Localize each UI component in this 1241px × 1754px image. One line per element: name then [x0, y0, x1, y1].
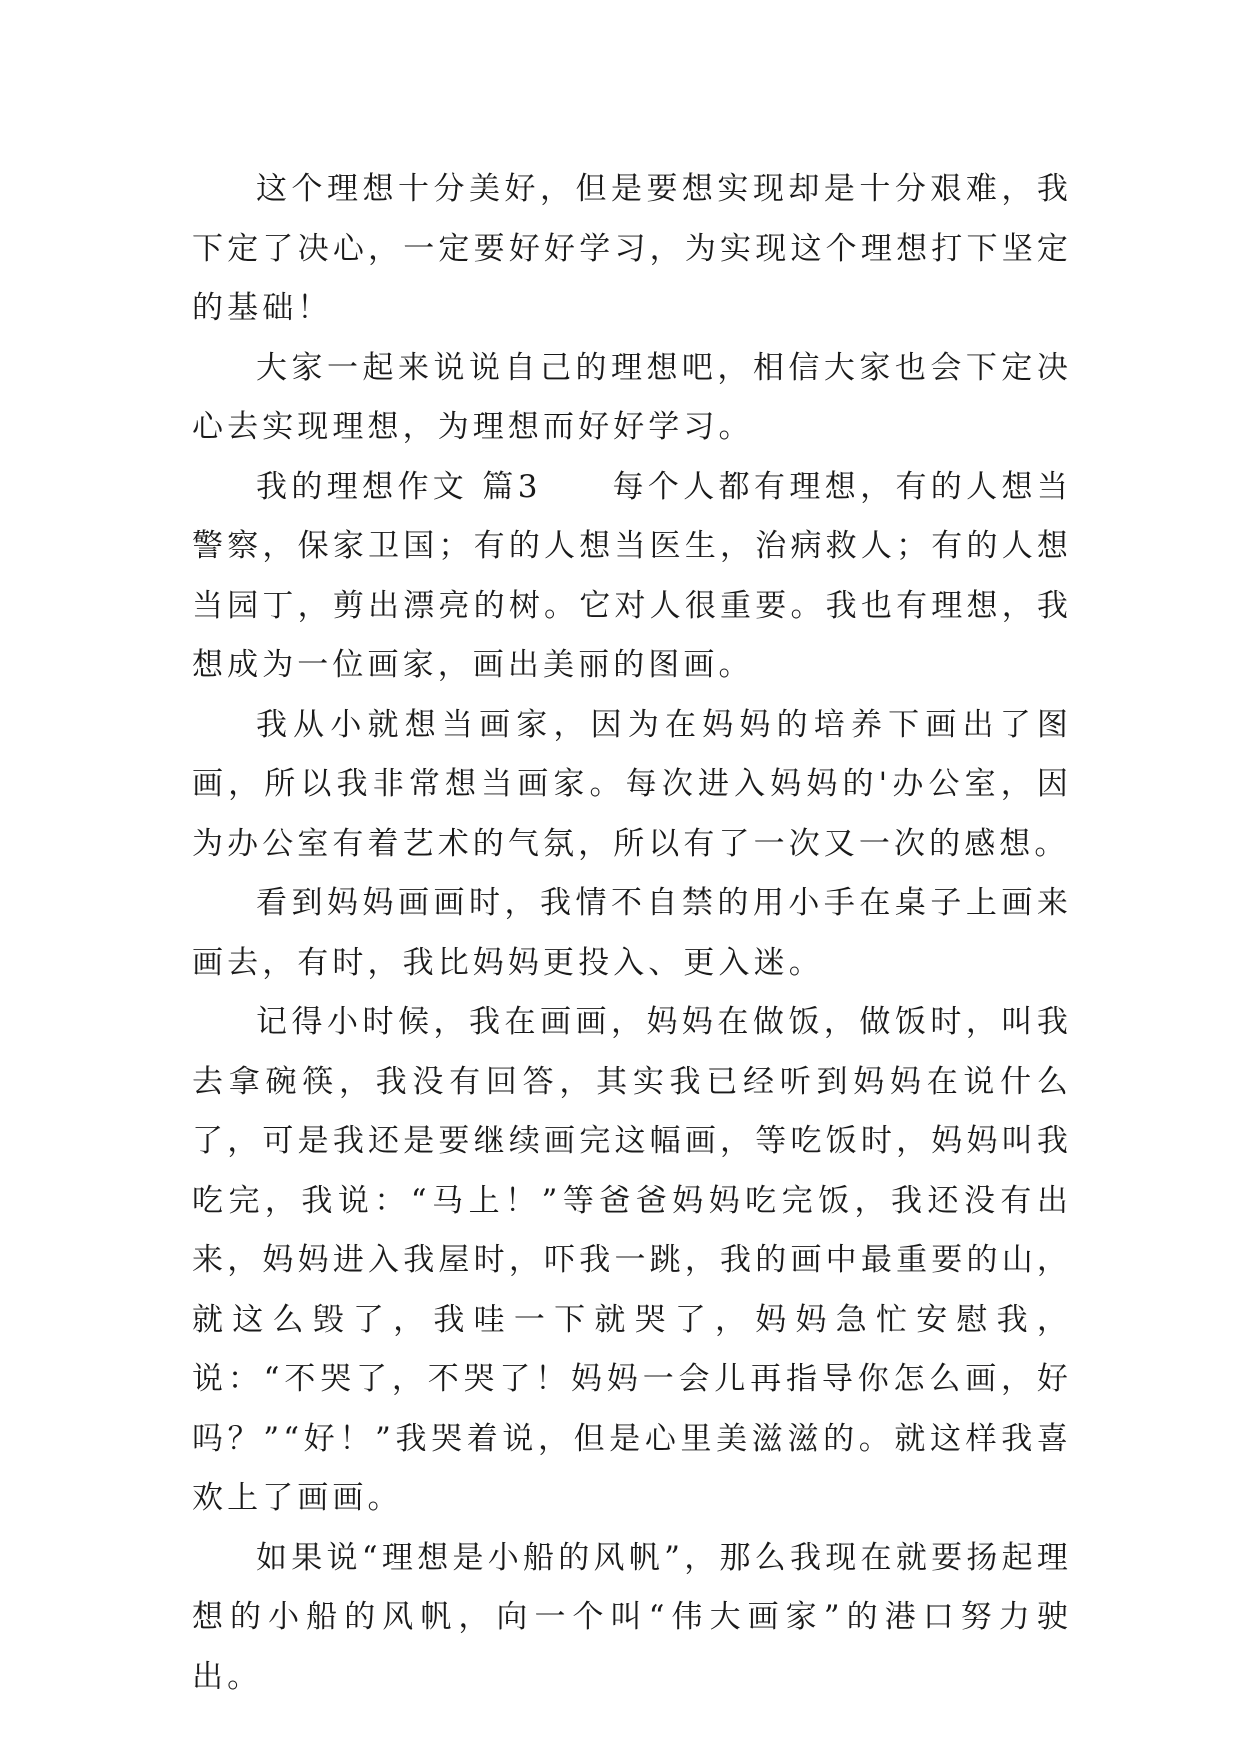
- paragraph: 如果说“理想是小船的风帆”，那么我现在就要扬起理想的小船的风帆，向一个叫“伟大画家”的港口努力驶出。: [192, 1539, 1072, 1695]
- paragraph: 这个理想十分美好，但是要想实现却是十分艰难，我下定了决心，一定要好好学习，为实现这个理想打下坚定的基础！: [192, 171, 1072, 326]
- paragraph: 我从小就想当画家，因为在妈妈的培养下画出了图画，所以我非常想当画家。每次进入妈妈的'办公室，因为办公室有着艺术的气氛，所以有了一次又一次的感想。: [192, 706, 1072, 862]
- paragraph: 看到妈妈画画时，我情不自禁的用小手在桌子上画来画去，有时，我比妈妈更投入、更入迷。: [192, 885, 1072, 981]
- paragraph: 大家一起来说说自己的理想吧，相信大家也会下定决心去实现理想，为理想而好好学习。: [192, 349, 1072, 445]
- paragraph: 我的理想作文 篇3 每个人都有理想，有的人想当警察，保家卫国；有的人想当医生，治病救人；有的人想当园丁，剪出漂亮的树。它对人很重要。我也有理想，我想成为一位画家，画出美丽的图画。: [192, 468, 1072, 683]
- document-body: [192, 160, 1072, 1707]
- paragraph: 记得小时候，我在画画，妈妈在做饭，做饭时，叫我去拿碗筷，我没有回答，其实我已经听到妈妈在说什么了，可是我还是要继续画完这幅画，等吃饭时，妈妈叫我吃完，我说：“马上！”等爸爸妈妈吃完饭，我还没有出来，妈妈进入我屋时，吓我一跳，我的画中最重要的山，就这么毁了，我哇一下就哭了，妈妈急忙安慰我，说：“不哭了，不哭了！妈妈一会儿再指导你怎么画，好吗？”“好！”我哭着说，但是心里美滋滋的。就这样我喜欢上了画画。: [192, 1004, 1072, 1516]
